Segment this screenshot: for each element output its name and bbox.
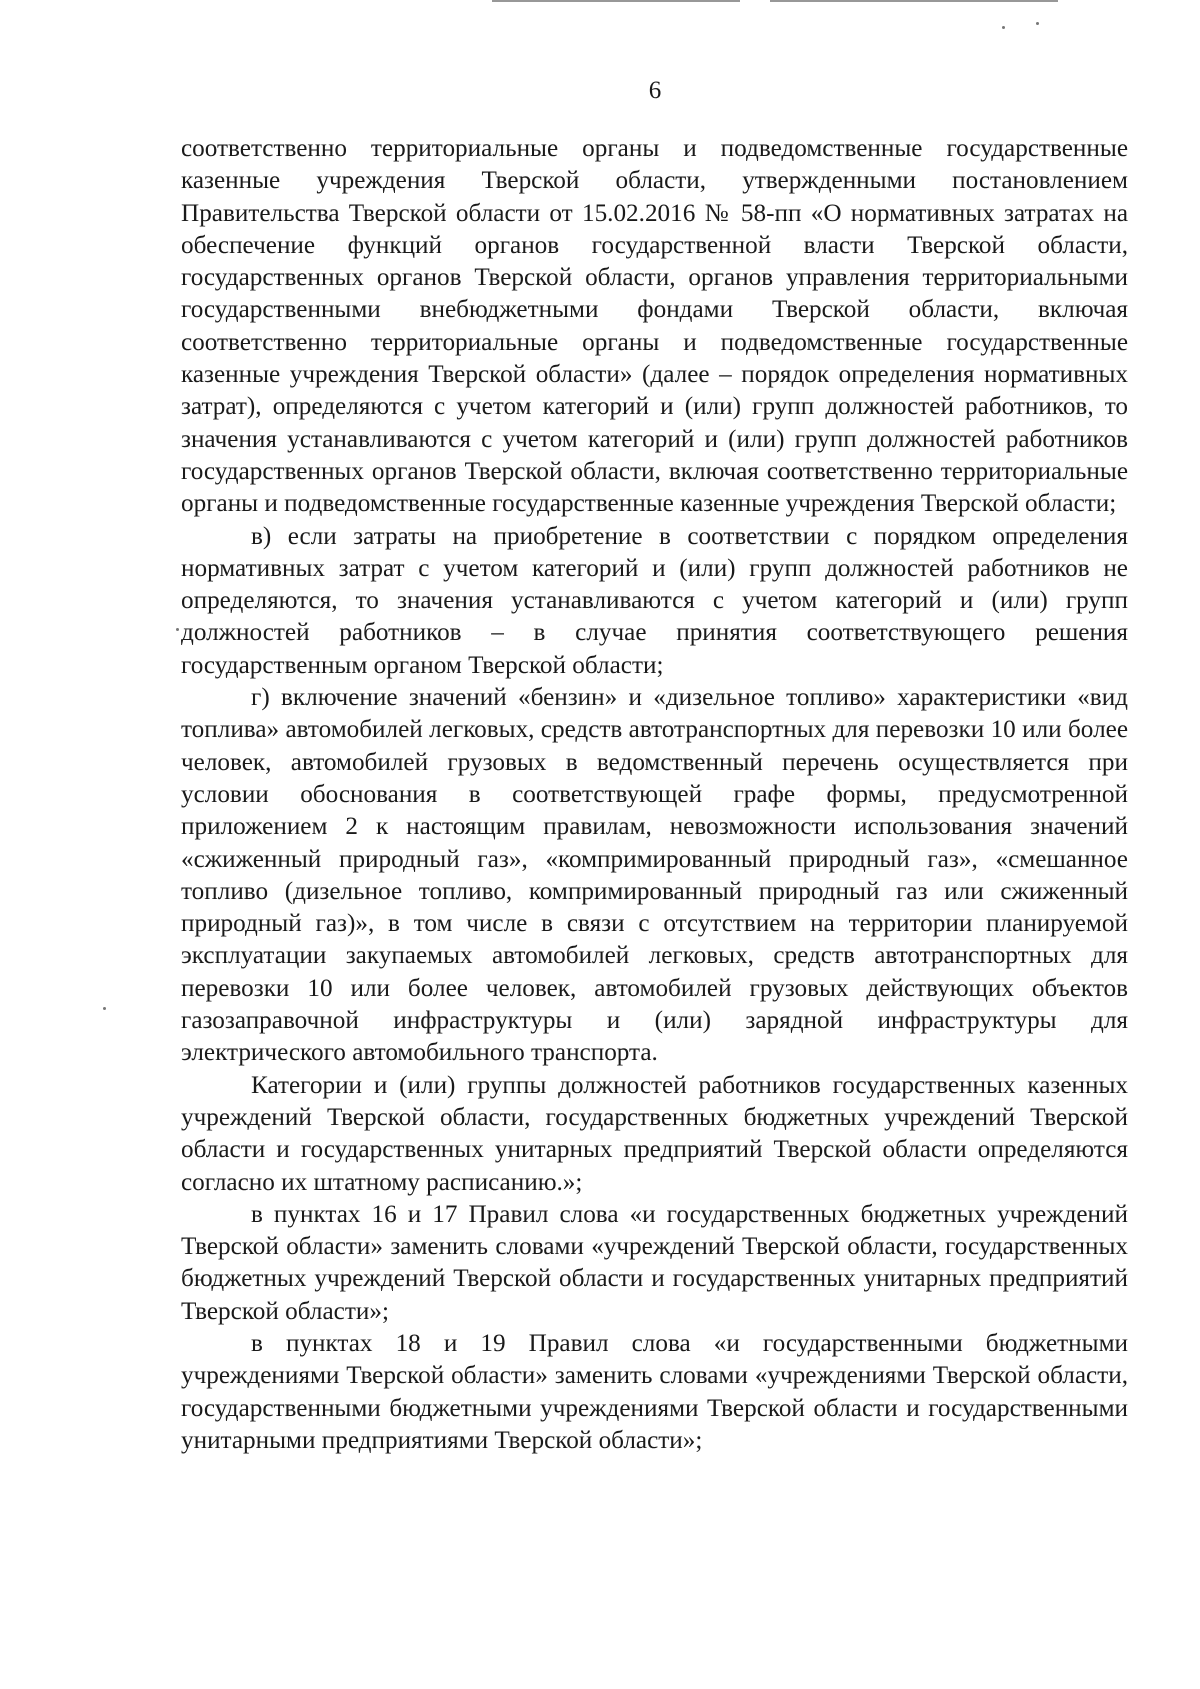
scan-edge-mark (770, 0, 1058, 2)
scan-speck (176, 628, 179, 631)
page-number: 6 (648, 77, 662, 104)
scan-speck (1036, 22, 1039, 25)
document-body (181, 133, 1128, 1457)
paragraph-points-16-17: в пунктах 16 и 17 Правил слова «и государственных бюджетных учреждений Тверской области» заменить словами «учреждений Тверской области, государственных бюджетных учреждений Тверской области и государственных унитарных предприятий Тверской области»; (181, 1200, 1128, 1325)
paragraph-item-v: в) если затраты на приобретение в соответствии с порядком определения нормативных затрат с учетом категорий и (или) групп должностей работников не определяются, то значения устанавливаются с учетом категорий и (или) групп должностей работников – в случае принятия соответствующего решения государственным органом Тверской области; (181, 522, 1128, 679)
scan-edge-mark (492, 0, 740, 2)
paragraph-categories: Категории и (или) группы должностей работников государственных казенных учреждений Тверской области, государственных бюджетных учреждений Тверской области и государственных унитарных предприятий Тверской области определяются согласно их штатному расписанию.»; (181, 1071, 1128, 1196)
paragraph-item-g: г) включение значений «бензин» и «дизельное топливо» характеристики «вид топлива» автомобилей легковых, средств автотранспортных для перевозки 10 или более человек, автомобилей грузовых в ведомственный перечень осуществляется при условии обоснования в соответствующей графе формы, предусмотренной приложением 2 к настоящим правилам, невозможности использования значений «сжиженный природный газ», «компримированный природный газ», «смешанное топливо (дизельное топливо, компримированный природный газ или сжиженный природный газ)», в том числе в связи с отсутствием на территории планируемой эксплуатации закупаемых автомобилей легковых, средств автотранспортных для перевозки 10 или более человек, автомобилей грузовых действующих объектов газозаправочной инфраструктуры и (или) зарядной инфраструктуры для электрического автомобильного транспорта. (181, 684, 1128, 1067)
scan-speck (1002, 26, 1005, 29)
scan-speck (103, 1007, 106, 1010)
paragraph-continuation: соответственно территориальные органы и подведомственные государственные казенные учреждения Тверской области, утвержденными постановлением Правительства Тверской области от 15.02.2016 № 58-пп «О нормативных затратах на обеспечение функций органов государственной власти Тверской области, государственных органов Тверской области, органов управления территориальными государственными внебюджетными фондами Тверской области, включая соответственно территориальные органы и подведомственные государственные казенные учреждения Тверской области» (далее – порядок определения нормативных затрат), определяются с учетом категорий и (или) групп должностей работников, то значения устанавливаются с учетом категорий и (или) групп должностей работников государственных органов Тверской области, включая соответственно территориальные органы и подведомственные государственные казенные учреждения Тверской области; (181, 135, 1128, 518)
paragraph-points-18-19: в пунктах 18 и 19 Правил слова «и государственными бюджетными учреждениями Тверской области» заменить словами «учреждениями Тверской области, государственными бюджетными учреждениями Тверской области и государственными унитарными предприятиями Тверской области»; (181, 1329, 1128, 1454)
